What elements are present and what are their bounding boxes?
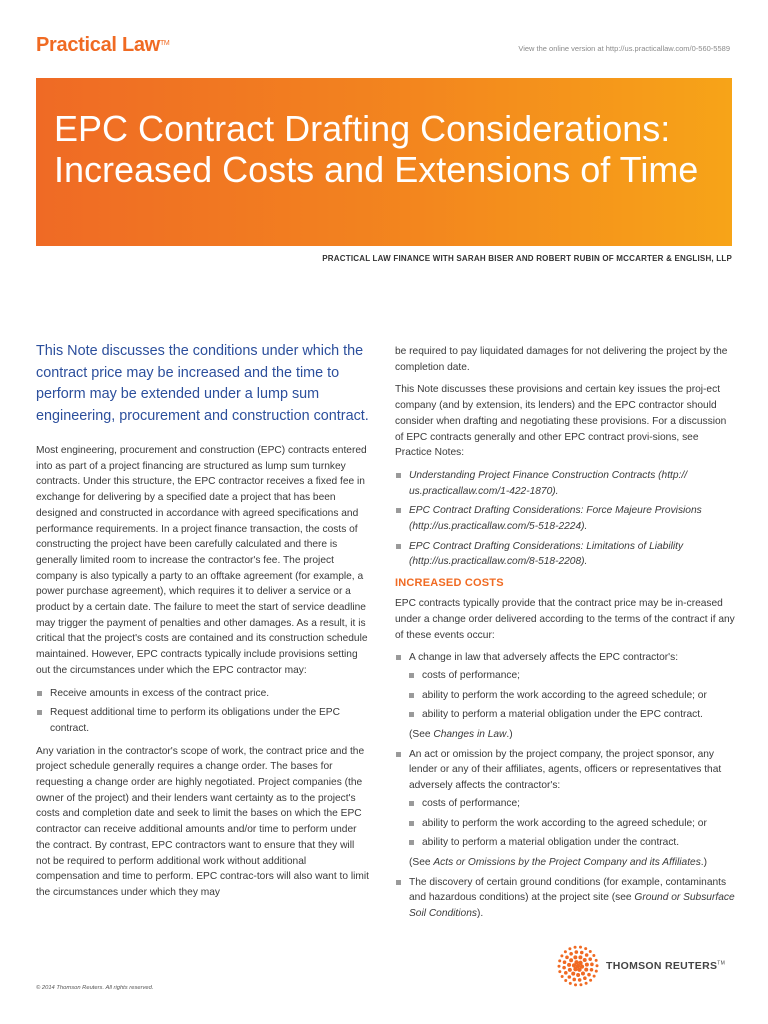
thomson-reuters-wordmark: THOMSON REUTERS™ bbox=[606, 960, 726, 972]
paragraph: be required to pay liquidated damages for not delivering the project by the completion date. bbox=[395, 346, 728, 373]
sub-list-item: costs of performance; bbox=[409, 668, 735, 684]
events-list bbox=[395, 650, 735, 922]
sub-list bbox=[409, 668, 735, 723]
list-item: An act or omission by the project company, the project sponsor, any lender or any of their affiliates, agents, officers or representatives that adversely affects the contractor's: costs of performance; ability to perform the work according to the agreed schedule; or ability to perform a material obligation under the contract. (See Acts or Omissions by the Project Company and its Affiliates.) bbox=[395, 747, 735, 871]
bullet-square-icon bbox=[396, 473, 401, 478]
bullet-square-icon bbox=[409, 840, 414, 845]
bullet-square-icon bbox=[409, 673, 414, 678]
bullet-square-icon bbox=[409, 801, 414, 806]
paragraph: Any variation in the contractor's scope of work, the contract price and the project schedule generally requires a change order. The bases for requesting a change order are highly negotiated. Project companies (the owner of the project) and their lenders want certainty as to the project's costs and completion date and seek to limit the bases on which the EPC contractor can receive additional amounts and/or time to perform under the contract. By contrast, EPC contractors want to ensure that they will not be required to perform additional work without additional compensation and time to perform. EPC contrac-tors will also want to limit the circumstances under which they may bbox=[36, 745, 369, 898]
document-title: EPC Contract Drafting Considerations: Increased Costs and Extensions of Time bbox=[54, 108, 699, 190]
sub-list-item: ability to perform the work according to the agreed schedule; or bbox=[409, 688, 735, 704]
list-item: The discovery of certain ground conditions (for example, contaminants and hazardous conditions) at the project site (see Ground or Subsurface Soil Conditions). bbox=[395, 875, 735, 922]
sub-list-item: ability to perform the work according to the agreed schedule; or bbox=[409, 816, 735, 832]
list-item: Receive amounts in excess of the contract price. bbox=[36, 686, 371, 702]
paragraph: EPC contracts typically provide that the contract price may be in-creased under a change order delivered according to the terms of the contract if any of these events occur: bbox=[395, 598, 735, 641]
practice-notes-list bbox=[395, 468, 735, 570]
bullet-square-icon bbox=[396, 655, 401, 660]
practice-note-link[interactable]: EPC Contract Drafting Considerations: Limitations of Liability (http://us.practicallaw.com/8-518-2208). bbox=[395, 539, 735, 570]
bullet-square-icon bbox=[396, 880, 401, 885]
practical-law-logo: Practical Law™ bbox=[36, 34, 170, 56]
sub-list-item: ability to perform a material obligation under the contract. bbox=[409, 835, 735, 851]
online-version-link[interactable]: View the online version at http://us.practicallaw.com/0-560-5589 bbox=[518, 44, 730, 53]
paragraph: Most engineering, procurement and construction (EPC) contracts entered into as part of a project financing are structured as lump sum turnkey contracts. Under this structure, the EPC contractor receives a fixed fee in exchange for delivering by a specified date a project that has been designed and constructed in accordance with agreed specifications and performance requirements. In a project finance transaction, the costs of constructing the project have been carefully calculated and there is generally limited room to increase the contractor's fee. The project company is also typically a party to an offtake agreement (for example, a power purchase agreement), which requires it to deliver a service or a product by a certain date. The failure to meet the start of service deadline may trigger the payment of penalties and other damages. As a result, it is critical that the project's costs are contained and its construction schedule maintained. However, EPC contracts typically include provisions setting out the circumstances under which the EPC contractor may: bbox=[36, 445, 368, 676]
thomson-reuters-logo bbox=[554, 942, 744, 992]
right-column bbox=[395, 344, 735, 929]
cross-reference-link[interactable]: Changes in Law bbox=[433, 729, 507, 741]
practice-note-link[interactable]: EPC Contract Drafting Considerations: Force Majeure Provisions (http://us.practicallaw.com/5-518-2224). bbox=[395, 503, 735, 534]
authors-line: PRACTICAL LAW FINANCE WITH SARAH BISER AND ROBERT RUBIN OF MCCARTER & ENGLISH, LLP bbox=[322, 254, 732, 263]
copyright-notice: © 2014 Thomson Reuters. All rights reserved. bbox=[36, 985, 154, 991]
bullet-square-icon bbox=[409, 693, 414, 698]
cross-reference-link[interactable]: Acts or Omissions by the Project Company and its Affiliates bbox=[433, 856, 701, 868]
bullet-square-icon bbox=[37, 691, 42, 696]
title-banner bbox=[36, 78, 732, 246]
bullet-square-icon bbox=[409, 712, 414, 717]
bullet-square-icon bbox=[396, 544, 401, 549]
list-item: Request additional time to perform its obligations under the EPC contract. bbox=[36, 705, 371, 736]
section-heading: INCREASED COSTS bbox=[395, 577, 504, 590]
bullet-square-icon bbox=[37, 710, 42, 715]
bullet-square-icon bbox=[396, 752, 401, 757]
paragraph: This Note discusses these provisions and certain key issues the proj-ect company (and by extension, its lenders) and the EPC contractor should consider when drafting and negotiating these provisions. For a discussion of EPC contracts generally and other EPC contract provi-sions, see Practice Notes: bbox=[395, 384, 727, 459]
sub-list-item: ability to perform a material obligation under the EPC contract. bbox=[409, 707, 735, 723]
bullet-list bbox=[36, 686, 371, 737]
left-column bbox=[36, 341, 371, 908]
thomson-reuters-dots-icon bbox=[554, 942, 602, 990]
bullet-square-icon bbox=[409, 821, 414, 826]
see-reference: (See Changes in Law.) bbox=[409, 729, 513, 741]
intro-summary: This Note discusses the conditions under which the contract price may be increased and the time to perform may be extended under a lump sum engineering, procurement and construction contract. bbox=[36, 343, 369, 424]
practice-note-link[interactable]: Understanding Project Finance Construction Contracts (http:// us.practicallaw.com/1-422-1870). bbox=[395, 468, 735, 499]
list-item: A change in law that adversely affects the EPC contractor's: costs of performance; ability to perform the work according to the agreed schedule; or ability to perform a material obligation under the EPC contract. (See Changes in Law.) bbox=[395, 650, 735, 743]
sub-list bbox=[409, 796, 735, 851]
cross-reference-link[interactable]: Ground or Subsurface Soil Conditions bbox=[409, 892, 735, 920]
sub-list-item: costs of performance; bbox=[409, 796, 735, 812]
see-reference: (See Acts or Omissions by the Project Company and its Affiliates.) bbox=[409, 856, 708, 868]
bullet-square-icon bbox=[396, 508, 401, 513]
